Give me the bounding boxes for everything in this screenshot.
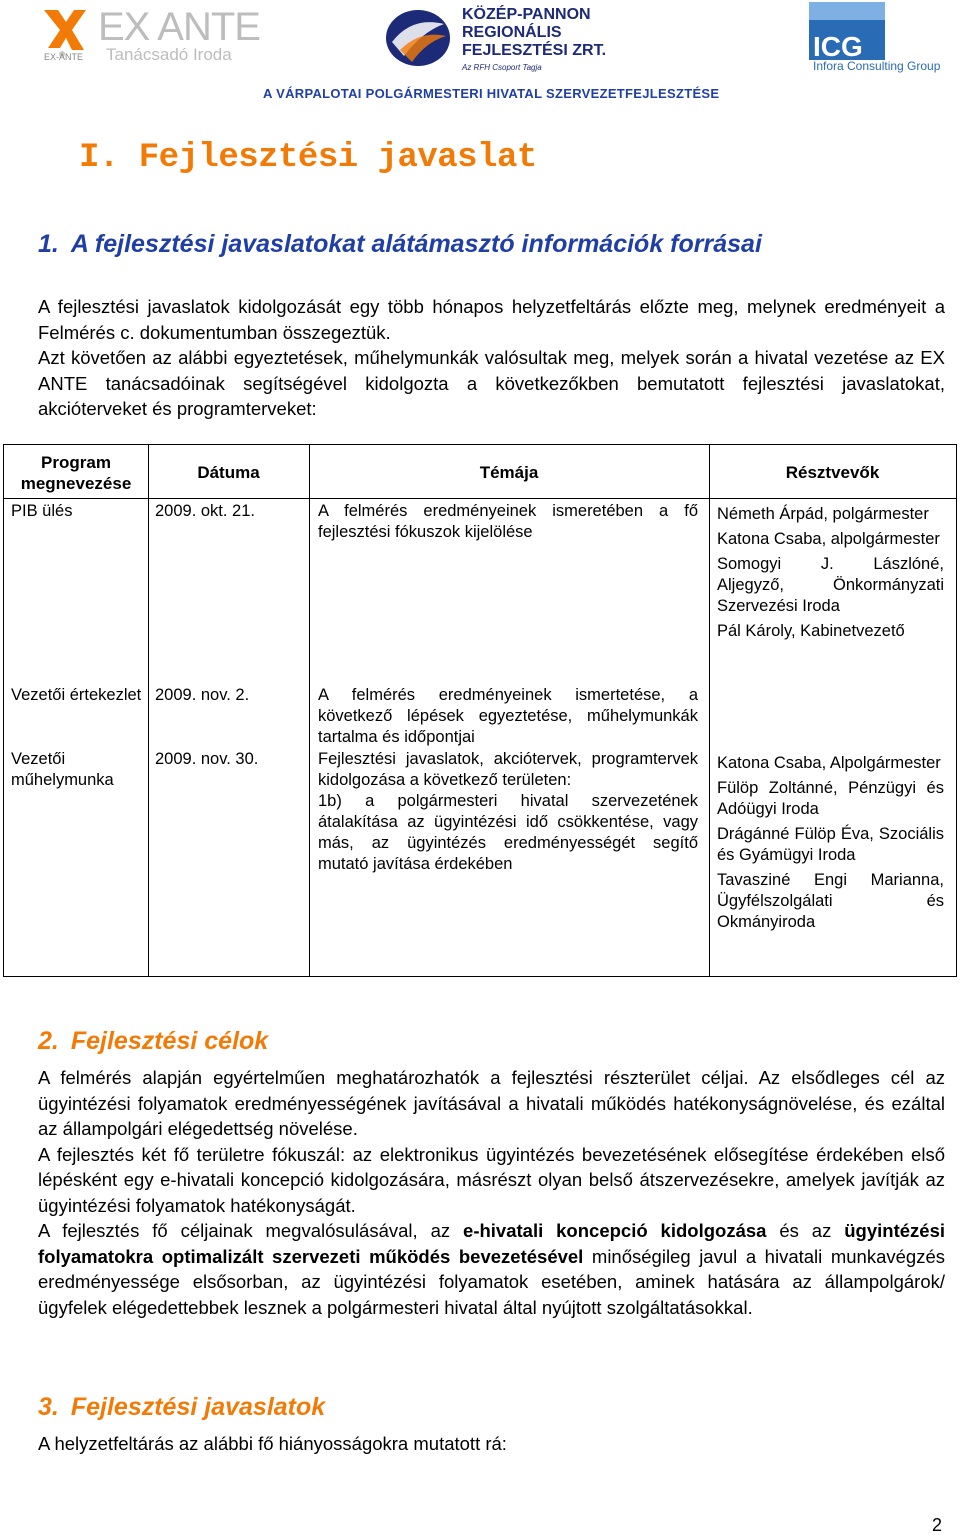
participant: Somogyi J. Lászlóné, Aljegyző, Önkormányzati Szervezési Iroda [717,555,944,615]
section2-body [38,1065,945,1320]
participant: Katona Csaba, alpolgármester [717,530,940,548]
section3-heading [38,1393,325,1422]
row3-topic-main: Fejlesztési javaslatok, akciótervek, programtervek kidolgozása a következő területen: [318,750,698,789]
section2-paragraph-1: A felmérés alapján egyértelműen meghatározhatók a fejlesztési részterület céljai. Az elsődleges cél az ügyintézési folyamatok eredményességének javításával a hivatali működés hatékonyságnövelése, és ezáltal az állampolgári elégedettség növelése. [38,1067,945,1139]
header-program: Program megnevezése [20,453,132,493]
para3-text-a: A fejlesztés fő céljainak megvalósulásával, az [38,1220,464,1241]
participant: Németh Árpád, polgármester [717,505,929,523]
para3-text-c: és az [766,1220,845,1241]
icg-logo-subtext: Infora Consulting Group [813,59,941,73]
row3-date: 2009. nov. 30. [155,750,259,768]
participant: Pál Károly, Kabinetvezető [717,622,905,640]
kp-logo-line3: FEJLESZTÉSI ZRT. [462,42,607,59]
section3-paragraph-1: A helyzetfeltárás az alábbi fő hiányosságokra mutatott rá: [38,1433,507,1454]
row2-date: 2009. nov. 2. [155,686,250,704]
row1-date: 2009. okt. 21. [155,502,255,520]
section3-title: Fejlesztési javaslatok [70,1393,326,1421]
ex-ante-logo-text: EX ANTE [98,5,260,49]
row2-topic: A felmérés eredményeinek ismertetése, a következő lépések egyeztetése, műhelymunkák tartalma és időpontjai [318,686,698,746]
page-number: 2 [931,1515,942,1535]
section2-paragraph-3 [38,1218,945,1320]
section2-paragraph-2: A fejlesztés két fő területre fókuszál: az elektronikus ügyintézés bevezetésének elősegítése érdekében első lépésként egy e-hivatali koncepció kidolgozására, másrészt olyan belső átszervezésekre, amelyek javítják az ügyintézési folyamatok hatékonyságát. [38,1143,945,1216]
section2-number: 2. [38,1027,59,1055]
section3-number: 3. [38,1393,59,1421]
participant: Katona Csaba, Alpolgármester [717,754,941,772]
icg-logo [805,2,950,74]
header-date: Dátuma [197,463,260,482]
section1-body [38,294,945,422]
section3-body [38,1431,945,1457]
ex-ante-logo-subtext: Tanácsadó Iroda [106,45,232,64]
row2-program: Vezetői értekezlet [11,686,142,704]
row3-topic [318,749,698,875]
section2-heading [38,1027,268,1056]
para3-bold-1: e-hivatali koncepció kidolgozása [463,1220,767,1241]
kozep-pannon-logo-graphic [382,2,622,74]
participant: Fülöp Zoltánné, Pénzügyi és Adóügyi Iroda [717,779,944,818]
kp-logo-line1: KÖZÉP-PANNON [462,6,591,23]
participant: Tavasziné Engi Marianna, Ügyfélszolgálati és Okmányiroda [717,871,944,931]
section1-heading [38,230,762,259]
icg-logo-graphic [805,2,950,74]
header-participants: Résztvevők [785,463,880,482]
kp-logo-subtext: Az RFH Csoport Tagja [462,63,542,72]
ex-ante-logo [40,2,290,64]
row3-topic-detail: 1b) a polgármesteri hivatal szervezetének átalakítása az ügyintézési idő csökkentése, vagy más, az ügyintézés eredményességét segítő mutató javítása érdekében [318,792,698,873]
para3-text-e: minőségileg javul a hivatali munkavégzés eredményessége elsősorban, az ügyintézési folyamatok esetében, aminek hatására az állampolgárok/ügyfelek elégedettebbek lesznek a polgármesteri hivatal által nyújtott szolgáltatásokkal. [38,1245,945,1318]
kp-logo-line2: REGIONÁLIS [462,24,562,41]
document-header-title: A VÁRPALOTAI POLGÁRMESTERI HIVATAL SZERVEZETFEJLESZTÉSE [263,86,720,101]
section1-title: A fejlesztési javaslatokat alátámasztó információk forrásai [70,230,762,258]
para3-bold-2: ügyintézési folyamatokra optimalizált szervezeti működés bevezetésével [38,1220,945,1267]
row1-participants [717,504,944,646]
meetings-table [3,444,957,977]
row1-topic: A felmérés eredményeinek ismeretében a fő fejlesztési fókuszok kijelölése [318,502,698,541]
ex-ante-logo-small-text: EX-ANTE [44,52,84,62]
header-topic: Témája [479,463,539,482]
section1-paragraph-1: A fejlesztési javaslatok kidolgozását egy több hónapos helyzetfeltárás előzte meg, melynek eredményeit a Felmérés c. dokumentumban összegeztük. [38,296,945,343]
participant: Drágánné Fülöp Éva, Szociális és Gyámügyi Iroda [717,825,944,864]
ex-ante-logo-graphic [40,2,290,64]
row1-program: PIB ülés [11,502,73,520]
section2-title: Fejlesztési célok [70,1027,269,1055]
section1-paragraph-2: Azt követően az alábbi egyeztetések, műhelymunkák valósultak meg, melyek során a hivatal vezetése az EX ANTE tanácsadóinak segítségével kidolgozta a következőkben bemutatott fejlesztési javaslatokat, akcióterveket és programterveket: [38,347,945,419]
section1-number: 1. [38,230,59,258]
main-title: I. Fejlesztési javaslat [79,139,537,177]
kozep-pannon-logo [382,2,622,74]
row3-participants [717,753,944,937]
row3-program: Vezetői műhelymunka [11,750,114,789]
icg-logo-text: ICG [813,31,863,62]
